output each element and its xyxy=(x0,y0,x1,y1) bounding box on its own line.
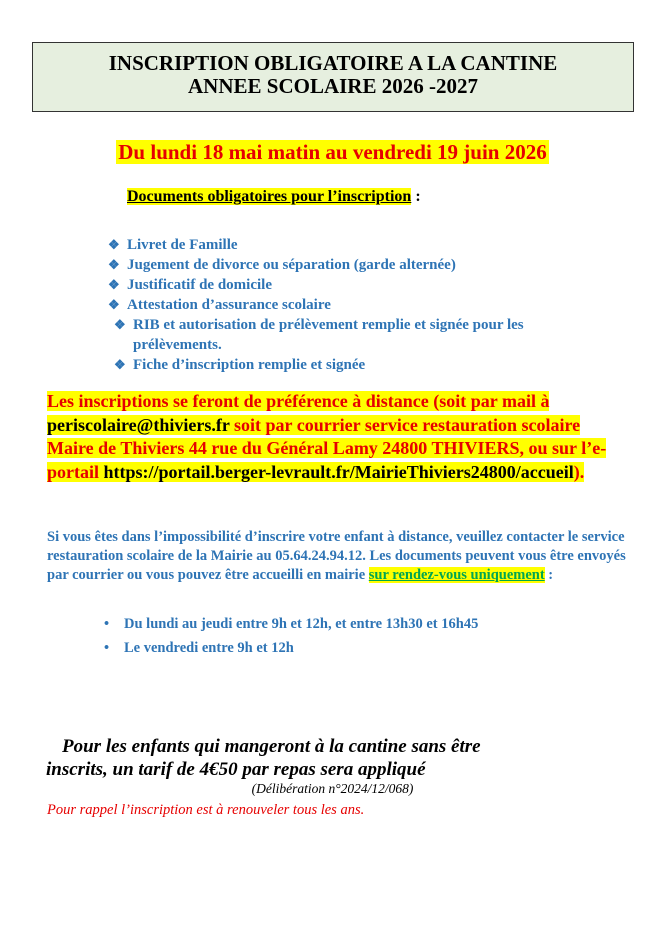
email-link[interactable]: periscolaire@thiviers.fr xyxy=(47,414,230,435)
deliberation-reference: (Délibération n°2024/12/068) xyxy=(251,781,414,796)
portal-link[interactable]: https://portail.berger-levrault.fr/MairieThiviers24800/accueil xyxy=(103,461,574,482)
remote-registration-paragraph xyxy=(47,390,622,484)
registration-period xyxy=(0,140,665,165)
opening-hours-item xyxy=(104,612,478,636)
documents-list xyxy=(108,235,608,375)
documents-heading-text: Documents obligatoires pour l’inscription xyxy=(127,188,412,205)
opening-hours-label: Le vendredi entre 9h et 12h xyxy=(124,640,294,656)
diamond-bullet-icon: ❖ xyxy=(114,357,126,372)
title-line-1: INSCRIPTION OBLIGATOIRE A LA CANTINE xyxy=(108,51,558,75)
contact-text: Si vous êtes dans l’impossibilité d’inscrire votre enfant à distance, veuillez contacter le service restauration scolaire de la Mairie au 05.64.24.94.12. Les documents peuvent vous être envoyés par courrier ou vous pouvez être accueilli en mairie xyxy=(47,529,626,583)
document-item-label: RIB et autorisation de prélèvement remplie et signée pour les prélèvements. xyxy=(133,317,524,353)
remote-text-part2: soit par courrier service restauration scolaire Maire de Thiviers 44 rue du Général Lamy 24800 THIVIERS, ou sur l’e-portail xyxy=(47,414,607,482)
document-item-label: Justificatif de domicile xyxy=(127,277,272,293)
diamond-bullet-icon: ❖ xyxy=(114,317,126,332)
diamond-bullet-icon: ❖ xyxy=(108,237,120,252)
document-item xyxy=(114,355,608,375)
document-item-label: Fiche d’inscription remplie et signée xyxy=(133,357,366,373)
diamond-bullet-icon: ❖ xyxy=(108,277,120,292)
document-item-label: Jugement de divorce ou séparation (garde alternée) xyxy=(127,257,456,273)
tarif-notice xyxy=(46,735,606,781)
document-item xyxy=(108,255,608,275)
tarif-line-1: Pour les enfants qui mangeront à la cantine sans être xyxy=(62,736,481,757)
remote-text-part3: ). xyxy=(573,461,585,482)
document-item xyxy=(108,235,608,255)
remote-text-part1: Les inscriptions se feront de préférence à distance (soit par mail à xyxy=(47,391,550,411)
document-item xyxy=(114,315,608,355)
documents-heading-suffix: : xyxy=(411,188,421,205)
renewal-reminder: Pour rappel l’inscription est à renouveler tous les ans. xyxy=(47,802,365,818)
bullet-dot-icon: • xyxy=(104,616,110,632)
document-item xyxy=(108,295,608,315)
documents-heading xyxy=(127,188,421,206)
opening-hours-list xyxy=(104,612,478,660)
title-box xyxy=(32,42,634,112)
registration-period-text: Du lundi 18 mai matin au vendredi 19 juin 2026 xyxy=(118,140,547,164)
document-item xyxy=(108,275,608,295)
bullet-dot-icon: • xyxy=(104,640,110,656)
contact-paragraph xyxy=(47,528,627,585)
tarif-line-2: inscrits, un tarif de 4€50 par repas sera appliqué xyxy=(46,759,426,780)
document-item-label: Attestation d’assurance scolaire xyxy=(127,297,331,313)
appointment-note: sur rendez-vous uniquement xyxy=(368,567,545,583)
document-item-label: Livret de Famille xyxy=(127,237,238,253)
contact-suffix: : xyxy=(544,567,554,583)
opening-hours-item xyxy=(104,636,478,660)
diamond-bullet-icon: ❖ xyxy=(108,297,120,312)
diamond-bullet-icon: ❖ xyxy=(108,257,120,272)
title-line-2: ANNEE SCOLAIRE 2026 -2027 xyxy=(188,74,478,98)
opening-hours-label: Du lundi au jeudi entre 9h et 12h, et entre 13h30 et 16h45 xyxy=(124,616,479,632)
